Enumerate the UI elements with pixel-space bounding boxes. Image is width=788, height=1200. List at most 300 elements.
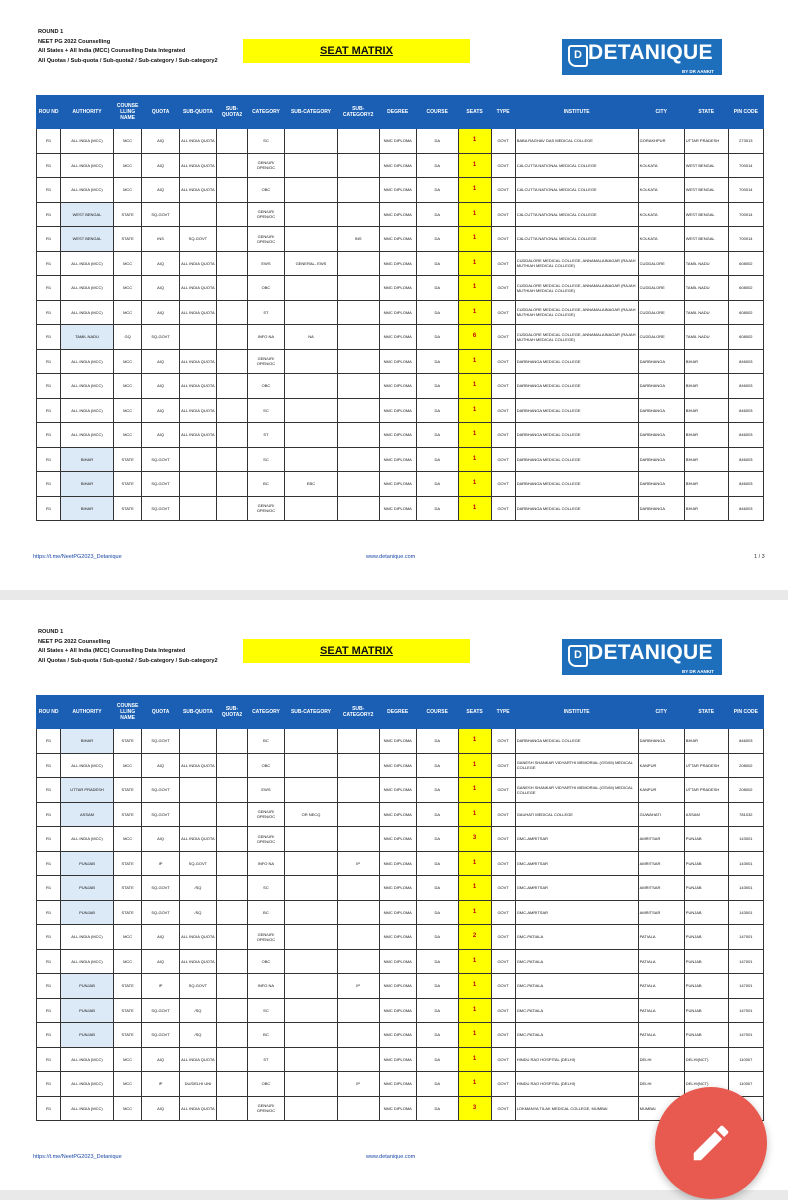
cell-pin: 608002 <box>728 300 763 325</box>
cell-subquota2 <box>217 153 248 178</box>
cell-subquota2 <box>217 423 248 448</box>
cell-subquota <box>179 325 216 350</box>
cell-category: SC <box>247 876 284 901</box>
header-line: All States + All India (MCC) Counselling Data Integrated <box>38 648 186 655</box>
cell-subcategory2 <box>337 925 379 950</box>
cell-category: SC <box>247 398 284 423</box>
cell-counselling: STATE <box>113 802 142 827</box>
cell-subcategory <box>285 374 338 399</box>
header-line: ROUND 1 <box>38 29 64 35</box>
cell-subquota: SQ-GOVT <box>179 851 216 876</box>
cell-subquota2 <box>217 802 248 827</box>
cell-inst: DARBHANGA MEDICAL COLLEGE <box>515 447 638 472</box>
cell-subquota: ALL INDIA QUOTA <box>179 349 216 374</box>
cell-authority: ALL INDIA (MCC) <box>61 349 114 374</box>
cell-subquota: ALL INDIA QUOTA <box>179 129 216 154</box>
cell-degree: NMC DIPLOMA <box>379 753 416 778</box>
cell-course: DA <box>416 851 458 876</box>
cell-authority: ALL INDIA (MCC) <box>61 925 114 950</box>
cell-subquota2 <box>217 178 248 203</box>
logo-text: DETANIQUE <box>588 41 713 64</box>
cell-type: GOVT <box>491 925 515 950</box>
cell-subcategory <box>285 178 338 203</box>
cell-authority: PUNJAB <box>61 1023 114 1048</box>
cell-round: R1 <box>37 998 61 1023</box>
cell-pin: 143001 <box>728 876 763 901</box>
cell-subcategory2 <box>337 300 379 325</box>
cell-quota: AIQ <box>142 949 179 974</box>
page-number: 1 / 3 <box>754 554 765 560</box>
cell-counselling: MCC <box>113 423 142 448</box>
seat-matrix-title: SEAT MATRIX <box>243 39 470 63</box>
cell-subcategory <box>285 447 338 472</box>
cell-subcategory <box>285 129 338 154</box>
cell-seats: 1 <box>458 778 491 803</box>
cell-course: DA <box>416 251 458 276</box>
pdf-page-1 <box>0 0 788 590</box>
cell-pin: 846003 <box>728 447 763 472</box>
cell-state: PUNJAB <box>684 974 728 999</box>
report-header <box>38 28 218 66</box>
cell-subcategory2 <box>337 447 379 472</box>
cell-subcategory <box>285 423 338 448</box>
cell-subcategory2 <box>337 778 379 803</box>
cell-course: DA <box>416 1023 458 1048</box>
website-link[interactable]: www.detanique.com <box>366 554 416 560</box>
table-row <box>37 447 764 472</box>
column-header-authority: AUTHORITY <box>61 96 114 129</box>
cell-pin: 846003 <box>728 496 763 521</box>
cell-degree: NMC DIPLOMA <box>379 178 416 203</box>
cell-degree: NMC DIPLOMA <box>379 398 416 423</box>
cell-subcategory2 <box>337 876 379 901</box>
cell-state: ASSAM <box>684 802 728 827</box>
report-header <box>38 628 218 666</box>
column-header-state: STATE <box>684 696 728 729</box>
cell-round: R1 <box>37 423 61 448</box>
cell-subcategory2 <box>337 349 379 374</box>
seat-matrix-table <box>36 95 764 521</box>
cell-inst: HINDU RAO HOSPITAL (DELHI) <box>515 1047 638 1072</box>
cell-type: GOVT <box>491 949 515 974</box>
cell-course: DA <box>416 227 458 252</box>
cell-subquota2 <box>217 472 248 497</box>
table-row <box>37 974 764 999</box>
cell-subquota: SQ-GOVT <box>179 974 216 999</box>
cell-course: DA <box>416 398 458 423</box>
cell-city: KOLKATA <box>638 227 684 252</box>
table-row <box>37 827 764 852</box>
cell-state: BIHAR <box>684 447 728 472</box>
cell-subcategory2 <box>337 949 379 974</box>
cell-round: R1 <box>37 1023 61 1048</box>
cell-inst: GMC-AMRITSAR <box>515 827 638 852</box>
cell-subquota: ALL INDIA QUOTA <box>179 1047 216 1072</box>
cell-seats: 1 <box>458 998 491 1023</box>
cell-category: OBC <box>247 178 284 203</box>
cell-authority: ASSAM <box>61 802 114 827</box>
cell-inst: CALCUTTA NATIONAL MEDICAL COLLEGE <box>515 178 638 203</box>
cell-type: GOVT <box>491 802 515 827</box>
cell-subquota <box>179 472 216 497</box>
cell-counselling: STATE <box>113 974 142 999</box>
cell-counselling: MCC <box>113 827 142 852</box>
cell-category: ST <box>247 1047 284 1072</box>
cell-city: DARBHANGA <box>638 496 684 521</box>
seat-matrix-table <box>36 695 764 1121</box>
cell-inst: GMC-AMRITSAR <box>515 876 638 901</box>
cell-state: UTTAR PRADESH <box>684 753 728 778</box>
cell-inst: CUDDALORE MEDICAL COLLEGE, ANNAMALAINAGAR (RAJAH MUTHIAH MEDICAL COLLEGE) <box>515 276 638 301</box>
column-header-subcategory2: SUB-CATEGORY2 <box>337 696 379 729</box>
cell-degree: NMC DIPLOMA <box>379 472 416 497</box>
cell-category: EWS <box>247 778 284 803</box>
table-row <box>37 202 764 227</box>
cell-state: BIHAR <box>684 349 728 374</box>
cell-degree: NMC DIPLOMA <box>379 300 416 325</box>
cell-degree: NMC DIPLOMA <box>379 949 416 974</box>
cell-subcategory: NA <box>285 325 338 350</box>
cell-type: GOVT <box>491 900 515 925</box>
cell-round: R1 <box>37 129 61 154</box>
table-row <box>37 178 764 203</box>
cell-state: BIHAR <box>684 729 728 754</box>
d-shield-icon: D <box>568 645 588 667</box>
cell-inst: DARBHANGA MEDICAL COLLEGE <box>515 496 638 521</box>
cell-course: DA <box>416 802 458 827</box>
cell-city: DARBHANGA <box>638 423 684 448</box>
cell-subquota2 <box>217 998 248 1023</box>
cell-course: DA <box>416 300 458 325</box>
column-header-inst: INSTITUTE <box>515 96 638 129</box>
cell-inst: DARBHANGA MEDICAL COLLEGE <box>515 398 638 423</box>
cell-seats: 2 <box>458 925 491 950</box>
cell-subcategory2 <box>337 202 379 227</box>
cell-category: SC <box>247 998 284 1023</box>
cell-course: DA <box>416 753 458 778</box>
cell-counselling: MCC <box>113 153 142 178</box>
cell-quota: AIQ <box>142 827 179 852</box>
cell-round: R1 <box>37 325 61 350</box>
cell-city: KOLKATA <box>638 178 684 203</box>
cell-state: PUNJAB <box>684 949 728 974</box>
cell-quota: AIQ <box>142 251 179 276</box>
cell-city: GORAKHPUR <box>638 129 684 154</box>
cell-subcategory2 <box>337 1047 379 1072</box>
column-header-city: CITY <box>638 696 684 729</box>
cell-category: BC <box>247 1023 284 1048</box>
cell-inst: DARBHANGA MEDICAL COLLEGE <box>515 374 638 399</box>
cell-seats: 1 <box>458 1023 491 1048</box>
cell-category: OBC <box>247 753 284 778</box>
cell-subquota2 <box>217 925 248 950</box>
cell-type: GOVT <box>491 729 515 754</box>
cell-degree: NMC DIPLOMA <box>379 374 416 399</box>
cell-subquota: ALL INDIA QUOTA <box>179 153 216 178</box>
table-row <box>37 876 764 901</box>
cell-subquota: ALL INDIA QUOTA <box>179 827 216 852</box>
cell-type: GOVT <box>491 753 515 778</box>
cell-subquota: /SQ <box>179 876 216 901</box>
cell-course: DA <box>416 153 458 178</box>
cell-type: GOVT <box>491 496 515 521</box>
cell-quota: SQ-GOVT <box>142 802 179 827</box>
cell-type: GOVT <box>491 153 515 178</box>
cell-degree: NMC DIPLOMA <box>379 802 416 827</box>
cell-state: BIHAR <box>684 423 728 448</box>
cell-course: DA <box>416 949 458 974</box>
column-header-pin: PIN CODE <box>728 96 763 129</box>
cell-category: OBC <box>247 1072 284 1097</box>
cell-degree: NMC DIPLOMA <box>379 202 416 227</box>
cell-city: KANPUR <box>638 778 684 803</box>
telegram-link[interactable]: https://t.me/NeetPG2023_Detanique <box>33 1154 122 1160</box>
website-link[interactable]: www.detanique.com <box>366 1154 416 1160</box>
cell-type: GOVT <box>491 227 515 252</box>
cell-degree: NMC DIPLOMA <box>379 349 416 374</box>
telegram-link[interactable]: https://t.me/NeetPG2023_Detanique <box>33 554 122 560</box>
cell-degree: NMC DIPLOMA <box>379 1096 416 1121</box>
cell-subcategory <box>285 974 338 999</box>
cell-subcategory <box>285 1023 338 1048</box>
cell-type: GOVT <box>491 876 515 901</box>
cell-inst: LOKMANYA TILAK MEDICAL COLLEGE, MUMBAI <box>515 1096 638 1121</box>
cell-seats: 6 <box>458 325 491 350</box>
cell-state: BIHAR <box>684 472 728 497</box>
cell-state: DELHI(NCT) <box>684 1072 728 1097</box>
cell-category: INFO NA <box>247 851 284 876</box>
cell-pin: 846003 <box>728 374 763 399</box>
cell-degree: NMC DIPLOMA <box>379 900 416 925</box>
cell-quota: SQ-GOVT <box>142 496 179 521</box>
cell-state: UTTAR PRADESH <box>684 778 728 803</box>
cell-subcategory <box>285 900 338 925</box>
table-row <box>37 802 764 827</box>
cell-subcategory2 <box>337 153 379 178</box>
pencil-edit-icon <box>688 1120 734 1166</box>
cell-pin: 700014 <box>728 178 763 203</box>
table-row <box>37 374 764 399</box>
cell-subcategory2 <box>337 802 379 827</box>
cell-subquota2 <box>217 900 248 925</box>
cell-authority: WEST BENGAL <box>61 227 114 252</box>
cell-counselling: MCC <box>113 1047 142 1072</box>
cell-quota: SQ-GOVT <box>142 778 179 803</box>
cell-subcategory2 <box>337 374 379 399</box>
cell-counselling: STATE <box>113 227 142 252</box>
cell-subcategory: GENERAL- EWS <box>285 251 338 276</box>
cell-seats: 1 <box>458 129 491 154</box>
cell-subcategory2 <box>337 325 379 350</box>
cell-pin: 147001 <box>728 949 763 974</box>
cell-type: GOVT <box>491 1096 515 1121</box>
cell-degree: NMC DIPLOMA <box>379 729 416 754</box>
cell-counselling: STATE <box>113 778 142 803</box>
cell-seats: 1 <box>458 374 491 399</box>
cell-subquota2 <box>217 202 248 227</box>
cell-seats: 1 <box>458 974 491 999</box>
cell-pin: 781032 <box>728 802 763 827</box>
cell-state: BIHAR <box>684 496 728 521</box>
cell-round: R1 <box>37 178 61 203</box>
cell-authority: PUNJAB <box>61 900 114 925</box>
table-row <box>37 1023 764 1048</box>
cell-counselling: MCC <box>113 300 142 325</box>
column-header-type: TYPE <box>491 96 515 129</box>
cell-seats: 3 <box>458 1096 491 1121</box>
cell-subcategory2 <box>337 398 379 423</box>
table-row <box>37 1096 764 1121</box>
cell-inst: BABA RAGHAV DAS MEDICAL COLLEGE <box>515 129 638 154</box>
table-row <box>37 496 764 521</box>
cell-subcategory <box>285 276 338 301</box>
cell-seats: 1 <box>458 398 491 423</box>
cell-type: GOVT <box>491 827 515 852</box>
cell-authority: ALL INDIA (MCC) <box>61 178 114 203</box>
cell-type: GOVT <box>491 1047 515 1072</box>
column-header-seats: SEATS <box>458 96 491 129</box>
column-header-subcategory: SUB-CATEGORY <box>285 696 338 729</box>
cell-category: OBC <box>247 949 284 974</box>
cell-counselling: GQ <box>113 325 142 350</box>
table-row <box>37 778 764 803</box>
cell-course: DA <box>416 374 458 399</box>
cell-authority: ALL INDIA (MCC) <box>61 276 114 301</box>
cell-subcategory2 <box>337 472 379 497</box>
column-header-subquota2: SUB-QUOTA2 <box>217 96 248 129</box>
cell-authority: ALL INDIA (MCC) <box>61 398 114 423</box>
cell-authority: PUNJAB <box>61 851 114 876</box>
column-header-subcategory2: SUB-CATEGORY2 <box>337 96 379 129</box>
header-line: All Quotas / Sub-quota / Sub-quota2 / Sub-category / Sub-category2 <box>38 657 218 664</box>
cell-counselling: MCC <box>113 398 142 423</box>
cell-subquota2 <box>217 349 248 374</box>
cell-city: CUDDALORE <box>638 276 684 301</box>
cell-subquota: ALL INDIA QUOTA <box>179 949 216 974</box>
cell-course: DA <box>416 423 458 448</box>
cell-counselling: MCC <box>113 251 142 276</box>
cell-degree: NMC DIPLOMA <box>379 325 416 350</box>
column-header-degree: DEGREE <box>379 96 416 129</box>
cell-city: AMRITSAR <box>638 851 684 876</box>
cell-city: KOLKATA <box>638 202 684 227</box>
cell-subcategory <box>285 1047 338 1072</box>
cell-subquota2 <box>217 1072 248 1097</box>
cell-authority: ALL INDIA (MCC) <box>61 423 114 448</box>
cell-state: DELHI(NCT) <box>684 1047 728 1072</box>
cell-seats: 1 <box>458 876 491 901</box>
cell-authority: ALL INDIA (MCC) <box>61 251 114 276</box>
cell-subquota <box>179 202 216 227</box>
cell-seats: 1 <box>458 153 491 178</box>
cell-counselling: MCC <box>113 276 142 301</box>
cell-inst: GMC-PATIALA <box>515 998 638 1023</box>
cell-degree: NMC DIPLOMA <box>379 129 416 154</box>
cell-city: PATIALA <box>638 949 684 974</box>
cell-course: DA <box>416 178 458 203</box>
column-header-authority: AUTHORITY <box>61 696 114 729</box>
cell-authority: PUNJAB <box>61 876 114 901</box>
cell-degree: NMC DIPLOMA <box>379 974 416 999</box>
cell-city: KOLKATA <box>638 153 684 178</box>
cell-counselling: STATE <box>113 851 142 876</box>
cell-pin: 208002 <box>728 778 763 803</box>
cell-course: DA <box>416 447 458 472</box>
cell-category: SC <box>247 129 284 154</box>
edit-fab-button[interactable] <box>655 1087 767 1199</box>
cell-authority: ALL INDIA (MCC) <box>61 374 114 399</box>
cell-subcategory2 <box>337 178 379 203</box>
cell-type: GOVT <box>491 202 515 227</box>
cell-degree: NMC DIPLOMA <box>379 851 416 876</box>
cell-course: DA <box>416 876 458 901</box>
header-line: ROUND 1 <box>38 629 64 635</box>
cell-inst: CUDDALORE MEDICAL COLLEGE, ANNAMALAINAGAR (RAJAH MUTHIAH MEDICAL COLLEGE) <box>515 251 638 276</box>
cell-subcategory <box>285 227 338 252</box>
cell-counselling: MCC <box>113 1072 142 1097</box>
cell-authority: ALL INDIA (MCC) <box>61 753 114 778</box>
cell-subcategory <box>285 876 338 901</box>
cell-state: WEST BENGAL <box>684 227 728 252</box>
cell-subquota: ALL INDIA QUOTA <box>179 178 216 203</box>
cell-pin: 110007 <box>728 1072 763 1097</box>
table-row <box>37 300 764 325</box>
cell-pin: 846003 <box>728 729 763 754</box>
cell-subquota2 <box>217 300 248 325</box>
table-row <box>37 753 764 778</box>
cell-degree: NMC DIPLOMA <box>379 227 416 252</box>
table-row <box>37 276 764 301</box>
cell-round: R1 <box>37 802 61 827</box>
cell-pin: 273013 <box>728 129 763 154</box>
cell-quota: AIQ <box>142 1096 179 1121</box>
cell-quota: INS <box>142 227 179 252</box>
cell-inst: CALCUTTA NATIONAL MEDICAL COLLEGE <box>515 153 638 178</box>
cell-round: R1 <box>37 300 61 325</box>
cell-subcategory2: IP <box>337 974 379 999</box>
cell-counselling: MCC <box>113 925 142 950</box>
cell-course: DA <box>416 1072 458 1097</box>
cell-counselling: STATE <box>113 876 142 901</box>
cell-state: WEST BENGAL <box>684 178 728 203</box>
cell-authority: ALL INDIA (MCC) <box>61 1047 114 1072</box>
cell-degree: NMC DIPLOMA <box>379 153 416 178</box>
cell-counselling: MCC <box>113 753 142 778</box>
cell-quota: AIQ <box>142 129 179 154</box>
column-header-round: ROU ND <box>37 696 61 729</box>
cell-seats: 1 <box>458 949 491 974</box>
cell-inst: GAUHATI MEDICAL COLLEGE <box>515 802 638 827</box>
cell-pin: 608002 <box>728 251 763 276</box>
cell-subquota: ALL INDIA QUOTA <box>179 925 216 950</box>
cell-round: R1 <box>37 949 61 974</box>
cell-course: DA <box>416 349 458 374</box>
cell-seats: 1 <box>458 227 491 252</box>
cell-pin: 608002 <box>728 325 763 350</box>
cell-course: DA <box>416 778 458 803</box>
cell-type: GOVT <box>491 447 515 472</box>
cell-category: GEN/UR/ OPEN/OC <box>247 153 284 178</box>
cell-counselling: STATE <box>113 900 142 925</box>
cell-seats: 3 <box>458 827 491 852</box>
cell-city: CUDDALORE <box>638 251 684 276</box>
cell-subquota2 <box>217 447 248 472</box>
column-header-inst: INSTITUTE <box>515 696 638 729</box>
cell-subcategory2 <box>337 900 379 925</box>
column-header-category: CATEGORY <box>247 96 284 129</box>
column-header-round: ROU ND <box>37 96 61 129</box>
cell-round: R1 <box>37 398 61 423</box>
